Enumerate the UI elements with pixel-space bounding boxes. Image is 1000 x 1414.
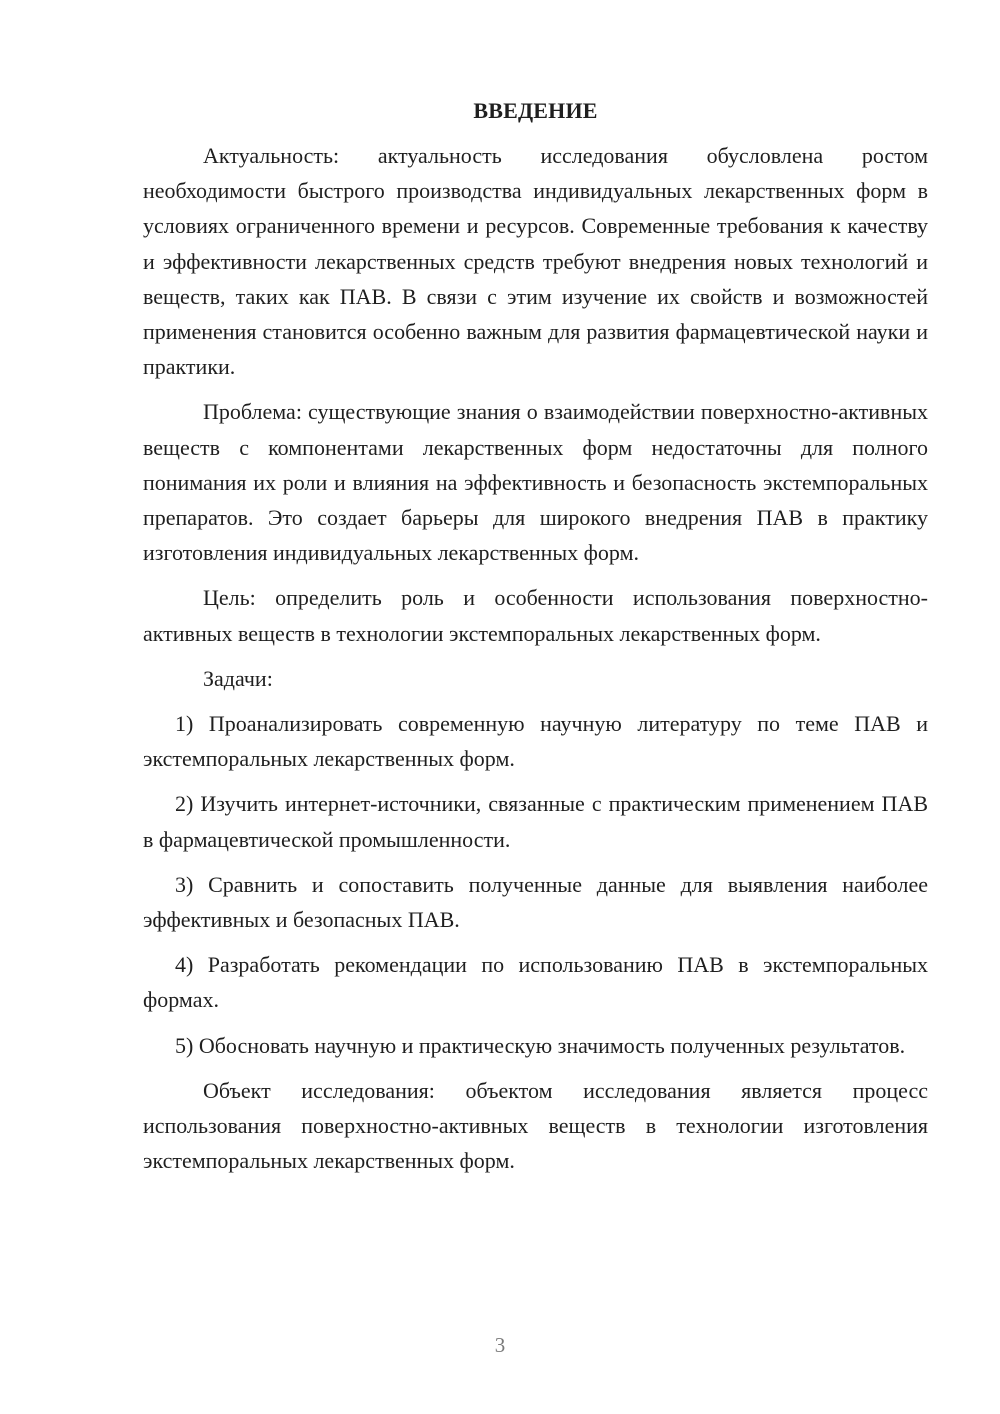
task-list <box>143 706 928 1063</box>
task-item: 4) Разработать рекомендации по использованию ПАВ в экстемпоральных формах. <box>143 952 928 1013</box>
object-paragraph: Объект исследования: объектом исследования является процесс использования поверхностно-активных веществ в технологии изготовления экстемпоральных лекарственных форм. <box>143 1077 928 1174</box>
problem-paragraph: Проблема: существующие знания о взаимодействии поверхностно-активных веществ с компонентами лекарственных форм недостаточны для полного понимания их роли и влияния на эффективность и безопасность экстемпоральных препаратов. Это создает барьеры для широкого внедрения ПАВ в практику изготовления индивидуальных лекарственных форм. <box>143 399 928 566</box>
task-item: 5) Обосновать научную и практическую значимость полученных результатов. <box>175 1032 906 1058</box>
task-item: 2) Изучить интернет-источники, связанные с практическим применением ПАВ в фармацевтической промышленности. <box>143 791 928 852</box>
task-item: 3) Сравнить и сопоставить полученные данные для выявления наиболее эффективных и безопасных ПАВ. <box>143 871 928 933</box>
page-number: 3 <box>494 1333 506 1357</box>
tasks-heading: Задачи: <box>203 665 273 691</box>
page-content <box>143 93 928 1188</box>
relevance-paragraph: Актуальность: актуальность исследования обусловлена ростом необходимости быстрого производства индивидуальных лекарственных форм в условиях ограниченного времени и ресурсов. Современные требования к качеству и эффективности лекарственных средств требуют внедрения новых технологий и веществ, таких как ПАВ. В связи с этим изучение их свойств и возможностей применения становится особенно важным для развития фармацевтической науки и практики. <box>143 143 928 380</box>
task-item: 1) Проанализировать современную научную литературу по теме ПАВ и экстемпоральных лекарственных форм. <box>143 711 928 772</box>
goal-paragraph: Цель: определить роль и особенности использования поверхностно-активных веществ в технологии экстемпоральных лекарственных форм. <box>143 585 928 646</box>
section-title: ВВЕДЕНИЕ <box>473 98 598 123</box>
